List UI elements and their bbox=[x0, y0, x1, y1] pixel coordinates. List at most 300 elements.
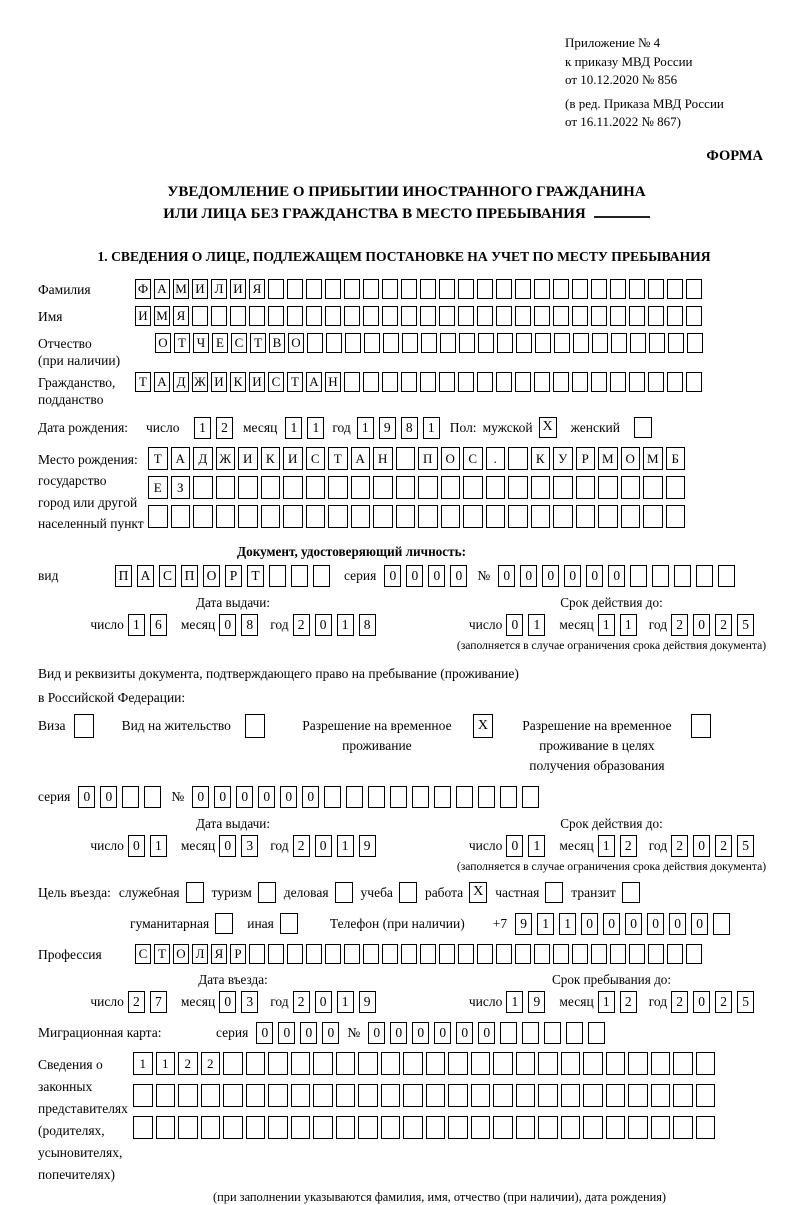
form-cell[interactable]: 1 bbox=[423, 417, 440, 439]
form-cell[interactable]: 0 bbox=[219, 835, 236, 857]
form-cell[interactable]: 8 bbox=[359, 614, 376, 636]
form-cell[interactable]: 1 bbox=[337, 835, 354, 857]
form-cell[interactable]: 2 bbox=[293, 991, 310, 1013]
form-cell[interactable]: И bbox=[230, 279, 246, 299]
birth-place-cells-row1[interactable] bbox=[148, 447, 685, 470]
form-cell[interactable]: Я bbox=[211, 944, 227, 964]
form-cell[interactable]: 1 bbox=[194, 417, 211, 439]
purpose-business-checkbox[interactable] bbox=[186, 882, 204, 903]
form-cell[interactable]: 6 bbox=[150, 614, 167, 636]
form-cell[interactable] bbox=[648, 306, 664, 326]
form-cell[interactable]: 0 bbox=[300, 1022, 317, 1044]
form-cell[interactable]: 7 bbox=[150, 991, 167, 1013]
form-cell[interactable] bbox=[493, 1116, 513, 1139]
form-cell[interactable]: А bbox=[171, 447, 191, 470]
form-cell[interactable]: 5 bbox=[737, 991, 754, 1013]
form-cell[interactable]: 1 bbox=[506, 991, 523, 1013]
form-cell[interactable] bbox=[456, 786, 473, 808]
form-cell[interactable] bbox=[401, 306, 417, 326]
form-cell[interactable] bbox=[344, 372, 360, 392]
form-cell[interactable] bbox=[216, 505, 236, 528]
form-cell[interactable] bbox=[649, 333, 665, 353]
entry-year-cells[interactable] bbox=[293, 991, 376, 1013]
form-cell[interactable]: К bbox=[230, 372, 246, 392]
stay-day-cells[interactable] bbox=[506, 991, 545, 1013]
entry-day-cells[interactable] bbox=[128, 991, 167, 1013]
form-cell[interactable]: 0 bbox=[214, 786, 231, 808]
form-cell[interactable]: 0 bbox=[498, 565, 515, 587]
form-cell[interactable] bbox=[538, 1116, 558, 1139]
form-cell[interactable] bbox=[553, 372, 569, 392]
form-cell[interactable]: В bbox=[269, 333, 285, 353]
form-cell[interactable] bbox=[401, 372, 417, 392]
form-cell[interactable] bbox=[686, 279, 702, 299]
form-cell[interactable]: 0 bbox=[128, 835, 145, 857]
form-cell[interactable] bbox=[673, 1052, 693, 1075]
form-cell[interactable] bbox=[313, 1052, 333, 1075]
form-cell[interactable] bbox=[238, 505, 258, 528]
form-cell[interactable]: 9 bbox=[359, 991, 376, 1013]
form-cell[interactable] bbox=[652, 565, 669, 587]
form-cell[interactable] bbox=[230, 306, 246, 326]
form-cell[interactable]: А bbox=[137, 565, 154, 587]
form-cell[interactable] bbox=[572, 372, 588, 392]
form-cell[interactable]: 0 bbox=[219, 614, 236, 636]
form-cell[interactable]: 1 bbox=[357, 417, 374, 439]
form-cell[interactable] bbox=[268, 1052, 288, 1075]
form-cell[interactable] bbox=[500, 786, 517, 808]
form-cell[interactable] bbox=[441, 476, 461, 499]
form-cell[interactable]: 0 bbox=[315, 835, 332, 857]
form-cell[interactable] bbox=[313, 1084, 333, 1107]
form-cell[interactable] bbox=[696, 1084, 716, 1107]
form-cell[interactable]: 0 bbox=[608, 565, 625, 587]
form-cell[interactable]: 1 bbox=[598, 991, 615, 1013]
form-cell[interactable] bbox=[531, 476, 551, 499]
temp-residence-checkbox[interactable]: X bbox=[473, 714, 493, 738]
form-cell[interactable] bbox=[553, 944, 569, 964]
form-cell[interactable]: 3 bbox=[241, 991, 258, 1013]
residence-expiry-year-cells[interactable] bbox=[671, 835, 754, 857]
form-cell[interactable] bbox=[497, 333, 513, 353]
form-cell[interactable] bbox=[591, 279, 607, 299]
form-cell[interactable]: 0 bbox=[278, 1022, 295, 1044]
form-cell[interactable] bbox=[553, 279, 569, 299]
form-cell[interactable] bbox=[306, 306, 322, 326]
form-cell[interactable] bbox=[591, 372, 607, 392]
stay-year-cells[interactable] bbox=[671, 991, 754, 1013]
form-cell[interactable]: 5 bbox=[737, 835, 754, 857]
form-cell[interactable] bbox=[591, 944, 607, 964]
form-cell[interactable]: 1 bbox=[528, 835, 545, 857]
form-cell[interactable]: 0 bbox=[564, 565, 581, 587]
form-cell[interactable] bbox=[306, 944, 322, 964]
form-cell[interactable] bbox=[629, 372, 645, 392]
given-name-cells[interactable] bbox=[135, 306, 702, 326]
form-cell[interactable]: Н bbox=[325, 372, 341, 392]
form-cell[interactable] bbox=[396, 476, 416, 499]
form-cell[interactable]: 0 bbox=[315, 614, 332, 636]
form-cell[interactable]: 2 bbox=[715, 614, 732, 636]
form-cell[interactable] bbox=[621, 505, 641, 528]
form-cell[interactable] bbox=[287, 279, 303, 299]
form-cell[interactable] bbox=[268, 306, 284, 326]
form-cell[interactable] bbox=[630, 565, 647, 587]
form-cell[interactable] bbox=[471, 1052, 491, 1075]
form-cell[interactable] bbox=[373, 505, 393, 528]
form-cell[interactable] bbox=[382, 372, 398, 392]
form-cell[interactable]: 0 bbox=[693, 614, 710, 636]
form-cell[interactable]: 2 bbox=[715, 835, 732, 857]
form-cell[interactable]: 0 bbox=[693, 835, 710, 857]
form-cell[interactable]: 1 bbox=[559, 913, 576, 935]
form-cell[interactable]: 1 bbox=[598, 614, 615, 636]
form-cell[interactable]: 0 bbox=[669, 913, 686, 935]
stay-month-cells[interactable] bbox=[598, 991, 637, 1013]
form-cell[interactable] bbox=[268, 1084, 288, 1107]
form-cell[interactable]: 0 bbox=[100, 786, 117, 808]
form-cell[interactable] bbox=[351, 476, 371, 499]
form-cell[interactable] bbox=[216, 476, 236, 499]
form-cell[interactable] bbox=[516, 333, 532, 353]
form-cell[interactable] bbox=[381, 1116, 401, 1139]
form-cell[interactable] bbox=[269, 565, 286, 587]
form-cell[interactable]: И bbox=[135, 306, 151, 326]
form-cell[interactable] bbox=[382, 306, 398, 326]
form-cell[interactable] bbox=[363, 372, 379, 392]
form-cell[interactable] bbox=[561, 1084, 581, 1107]
form-cell[interactable]: 8 bbox=[241, 614, 258, 636]
form-cell[interactable] bbox=[696, 1116, 716, 1139]
form-cell[interactable]: 1 bbox=[285, 417, 302, 439]
form-cell[interactable] bbox=[358, 1052, 378, 1075]
form-cell[interactable]: К bbox=[261, 447, 281, 470]
representatives-cells-row1[interactable] bbox=[133, 1052, 715, 1075]
form-cell[interactable] bbox=[201, 1084, 221, 1107]
purpose-humanitarian-checkbox[interactable] bbox=[215, 913, 233, 934]
form-cell[interactable]: 0 bbox=[691, 913, 708, 935]
form-cell[interactable] bbox=[566, 1022, 583, 1044]
form-cell[interactable] bbox=[686, 944, 702, 964]
purpose-study-checkbox[interactable] bbox=[399, 882, 417, 903]
form-cell[interactable]: М bbox=[154, 306, 170, 326]
form-cell[interactable] bbox=[448, 1084, 468, 1107]
form-cell[interactable]: О bbox=[203, 565, 220, 587]
form-cell[interactable] bbox=[628, 1052, 648, 1075]
form-cell[interactable] bbox=[426, 1084, 446, 1107]
form-cell[interactable] bbox=[246, 1116, 266, 1139]
form-cell[interactable]: 2 bbox=[293, 614, 310, 636]
form-cell[interactable] bbox=[477, 279, 493, 299]
form-cell[interactable] bbox=[673, 1116, 693, 1139]
form-cell[interactable]: 2 bbox=[671, 991, 688, 1013]
form-cell[interactable] bbox=[486, 476, 506, 499]
form-cell[interactable]: О bbox=[441, 447, 461, 470]
form-cell[interactable] bbox=[696, 565, 713, 587]
form-cell[interactable]: К bbox=[531, 447, 551, 470]
form-cell[interactable]: 2 bbox=[671, 835, 688, 857]
form-cell[interactable] bbox=[515, 372, 531, 392]
form-cell[interactable] bbox=[268, 1116, 288, 1139]
form-cell[interactable] bbox=[268, 944, 284, 964]
form-cell[interactable]: Ф bbox=[135, 279, 151, 299]
form-cell[interactable] bbox=[516, 1052, 536, 1075]
birth-place-cells-row2[interactable] bbox=[148, 476, 685, 499]
form-cell[interactable]: И bbox=[238, 447, 258, 470]
form-cell[interactable]: 0 bbox=[625, 913, 642, 935]
form-cell[interactable] bbox=[598, 476, 618, 499]
form-cell[interactable] bbox=[441, 505, 461, 528]
form-cell[interactable] bbox=[358, 1116, 378, 1139]
form-cell[interactable]: О bbox=[621, 447, 641, 470]
form-cell[interactable] bbox=[133, 1116, 153, 1139]
gender-female-checkbox[interactable] bbox=[634, 417, 652, 438]
form-cell[interactable] bbox=[156, 1084, 176, 1107]
form-cell[interactable] bbox=[674, 565, 691, 587]
residence-number-cells[interactable] bbox=[192, 786, 539, 808]
residence-issue-day-cells[interactable] bbox=[128, 835, 167, 857]
form-cell[interactable] bbox=[516, 1084, 536, 1107]
form-cell[interactable] bbox=[561, 1052, 581, 1075]
identity-expiry-month-cells[interactable] bbox=[598, 614, 637, 636]
form-cell[interactable] bbox=[667, 372, 683, 392]
form-cell[interactable]: С bbox=[135, 944, 151, 964]
form-cell[interactable] bbox=[538, 1052, 558, 1075]
form-cell[interactable] bbox=[508, 505, 528, 528]
form-cell[interactable] bbox=[156, 1116, 176, 1139]
form-cell[interactable]: 2 bbox=[201, 1052, 221, 1075]
form-cell[interactable]: 0 bbox=[603, 913, 620, 935]
form-cell[interactable] bbox=[598, 505, 618, 528]
form-cell[interactable]: 0 bbox=[256, 1022, 273, 1044]
form-cell[interactable] bbox=[201, 1116, 221, 1139]
form-cell[interactable] bbox=[651, 1052, 671, 1075]
form-cell[interactable]: А bbox=[351, 447, 371, 470]
form-cell[interactable]: Я bbox=[249, 279, 265, 299]
form-cell[interactable] bbox=[421, 333, 437, 353]
form-cell[interactable] bbox=[396, 505, 416, 528]
form-cell[interactable] bbox=[336, 1052, 356, 1075]
form-cell[interactable] bbox=[651, 1084, 671, 1107]
form-cell[interactable]: М bbox=[173, 279, 189, 299]
identity-issue-day-cells[interactable] bbox=[128, 614, 167, 636]
form-cell[interactable] bbox=[515, 279, 531, 299]
form-cell[interactable] bbox=[344, 944, 360, 964]
form-cell[interactable] bbox=[246, 1084, 266, 1107]
form-cell[interactable]: Ж bbox=[216, 447, 236, 470]
form-cell[interactable] bbox=[336, 1084, 356, 1107]
form-cell[interactable] bbox=[576, 505, 596, 528]
form-cell[interactable]: 0 bbox=[368, 1022, 385, 1044]
form-cell[interactable] bbox=[368, 786, 385, 808]
form-cell[interactable]: Т bbox=[154, 944, 170, 964]
form-cell[interactable] bbox=[238, 476, 258, 499]
visa-checkbox[interactable] bbox=[74, 714, 94, 738]
form-cell[interactable] bbox=[522, 1022, 539, 1044]
form-cell[interactable]: 8 bbox=[401, 417, 418, 439]
form-cell[interactable] bbox=[148, 505, 168, 528]
form-cell[interactable] bbox=[448, 1116, 468, 1139]
form-cell[interactable]: 1 bbox=[156, 1052, 176, 1075]
form-cell[interactable]: 9 bbox=[515, 913, 532, 935]
form-cell[interactable] bbox=[434, 786, 451, 808]
form-cell[interactable]: А bbox=[154, 372, 170, 392]
entry-month-cells[interactable] bbox=[219, 991, 258, 1013]
identity-series-cells[interactable] bbox=[384, 565, 467, 587]
form-cell[interactable] bbox=[629, 279, 645, 299]
form-cell[interactable] bbox=[246, 1052, 266, 1075]
form-cell[interactable]: 0 bbox=[78, 786, 95, 808]
form-cell[interactable] bbox=[291, 1084, 311, 1107]
form-cell[interactable] bbox=[448, 1052, 468, 1075]
form-cell[interactable] bbox=[486, 505, 506, 528]
form-cell[interactable]: Е bbox=[148, 476, 168, 499]
form-cell[interactable] bbox=[402, 333, 418, 353]
form-cell[interactable] bbox=[401, 944, 417, 964]
form-cell[interactable] bbox=[336, 1116, 356, 1139]
form-cell[interactable]: С bbox=[268, 372, 284, 392]
form-cell[interactable] bbox=[458, 944, 474, 964]
form-cell[interactable]: 1 bbox=[133, 1052, 153, 1075]
form-cell[interactable] bbox=[287, 306, 303, 326]
form-cell[interactable]: Б bbox=[666, 447, 686, 470]
form-cell[interactable] bbox=[534, 944, 550, 964]
form-cell[interactable]: О bbox=[288, 333, 304, 353]
form-cell[interactable]: Д bbox=[173, 372, 189, 392]
form-cell[interactable] bbox=[610, 944, 626, 964]
form-cell[interactable]: И bbox=[249, 372, 265, 392]
form-cell[interactable] bbox=[344, 306, 360, 326]
form-cell[interactable] bbox=[291, 1116, 311, 1139]
form-cell[interactable]: 2 bbox=[293, 835, 310, 857]
form-cell[interactable] bbox=[261, 476, 281, 499]
form-cell[interactable]: 1 bbox=[620, 614, 637, 636]
form-cell[interactable] bbox=[418, 476, 438, 499]
form-cell[interactable]: 0 bbox=[506, 835, 523, 857]
form-cell[interactable] bbox=[420, 372, 436, 392]
form-cell[interactable] bbox=[440, 333, 456, 353]
form-cell[interactable] bbox=[344, 279, 360, 299]
form-cell[interactable]: Е bbox=[212, 333, 228, 353]
form-cell[interactable] bbox=[122, 786, 139, 808]
form-cell[interactable] bbox=[381, 1052, 401, 1075]
form-cell[interactable]: 0 bbox=[406, 565, 423, 587]
form-cell[interactable]: 1 bbox=[150, 835, 167, 857]
form-cell[interactable]: Ж bbox=[192, 372, 208, 392]
form-cell[interactable] bbox=[496, 372, 512, 392]
form-cell[interactable]: Л bbox=[211, 279, 227, 299]
birth-day-cells[interactable] bbox=[194, 417, 233, 439]
identity-expiry-year-cells[interactable] bbox=[671, 614, 754, 636]
form-cell[interactable] bbox=[553, 306, 569, 326]
form-cell[interactable] bbox=[508, 476, 528, 499]
form-cell[interactable] bbox=[629, 944, 645, 964]
form-cell[interactable]: А bbox=[306, 372, 322, 392]
form-cell[interactable] bbox=[373, 476, 393, 499]
form-cell[interactable]: 1 bbox=[537, 913, 554, 935]
form-cell[interactable] bbox=[522, 786, 539, 808]
form-cell[interactable] bbox=[588, 1022, 605, 1044]
form-cell[interactable] bbox=[439, 279, 455, 299]
form-cell[interactable] bbox=[553, 505, 573, 528]
form-cell[interactable]: Т bbox=[287, 372, 303, 392]
form-cell[interactable] bbox=[610, 279, 626, 299]
form-cell[interactable]: 2 bbox=[620, 991, 637, 1013]
form-cell[interactable]: П bbox=[418, 447, 438, 470]
migration-number-cells[interactable] bbox=[368, 1022, 605, 1044]
form-cell[interactable] bbox=[223, 1052, 243, 1075]
form-cell[interactable] bbox=[718, 565, 735, 587]
form-cell[interactable]: Р bbox=[225, 565, 242, 587]
form-cell[interactable]: О bbox=[155, 333, 171, 353]
form-cell[interactable] bbox=[554, 333, 570, 353]
form-cell[interactable] bbox=[515, 944, 531, 964]
purpose-commercial-checkbox[interactable] bbox=[335, 882, 353, 903]
form-cell[interactable] bbox=[515, 306, 531, 326]
form-cell[interactable]: Т bbox=[148, 447, 168, 470]
form-cell[interactable]: Р bbox=[576, 447, 596, 470]
form-cell[interactable] bbox=[666, 505, 686, 528]
form-cell[interactable] bbox=[192, 306, 208, 326]
form-cell[interactable] bbox=[516, 1116, 536, 1139]
form-cell[interactable] bbox=[426, 1052, 446, 1075]
form-cell[interactable]: 0 bbox=[434, 1022, 451, 1044]
form-cell[interactable]: 9 bbox=[528, 991, 545, 1013]
residence-series-cells[interactable] bbox=[78, 786, 161, 808]
identity-issue-month-cells[interactable] bbox=[219, 614, 258, 636]
form-cell[interactable] bbox=[621, 476, 641, 499]
form-cell[interactable] bbox=[477, 372, 493, 392]
form-cell[interactable]: 2 bbox=[671, 614, 688, 636]
form-cell[interactable] bbox=[326, 333, 342, 353]
form-cell[interactable] bbox=[178, 1084, 198, 1107]
form-cell[interactable] bbox=[291, 565, 308, 587]
form-cell[interactable]: Т bbox=[250, 333, 266, 353]
form-cell[interactable] bbox=[346, 786, 363, 808]
form-cell[interactable] bbox=[458, 372, 474, 392]
residence-expiry-month-cells[interactable] bbox=[598, 835, 637, 857]
form-cell[interactable]: 0 bbox=[520, 565, 537, 587]
form-cell[interactable] bbox=[420, 279, 436, 299]
migration-series-cells[interactable] bbox=[256, 1022, 339, 1044]
form-cell[interactable] bbox=[500, 1022, 517, 1044]
form-cell[interactable]: Т bbox=[328, 447, 348, 470]
form-cell[interactable] bbox=[325, 306, 341, 326]
form-cell[interactable]: 0 bbox=[384, 565, 401, 587]
form-cell[interactable] bbox=[363, 306, 379, 326]
form-cell[interactable] bbox=[713, 913, 730, 935]
form-cell[interactable] bbox=[439, 944, 455, 964]
form-cell[interactable] bbox=[178, 1116, 198, 1139]
form-cell[interactable] bbox=[306, 476, 326, 499]
form-cell[interactable]: Н bbox=[373, 447, 393, 470]
form-cell[interactable]: 0 bbox=[647, 913, 664, 935]
form-cell[interactable] bbox=[496, 944, 512, 964]
form-cell[interactable] bbox=[364, 333, 380, 353]
purpose-work-checkbox[interactable]: X bbox=[469, 882, 487, 903]
form-cell[interactable] bbox=[193, 505, 213, 528]
form-cell[interactable] bbox=[572, 279, 588, 299]
form-cell[interactable]: 1 bbox=[598, 835, 615, 857]
form-cell[interactable]: 1 bbox=[337, 614, 354, 636]
form-cell[interactable] bbox=[291, 1052, 311, 1075]
residence-expiry-day-cells[interactable] bbox=[506, 835, 545, 857]
form-cell[interactable]: 0 bbox=[581, 913, 598, 935]
form-cell[interactable] bbox=[306, 505, 326, 528]
form-cell[interactable] bbox=[403, 1116, 423, 1139]
form-cell[interactable]: 0 bbox=[586, 565, 603, 587]
form-cell[interactable] bbox=[493, 1052, 513, 1075]
